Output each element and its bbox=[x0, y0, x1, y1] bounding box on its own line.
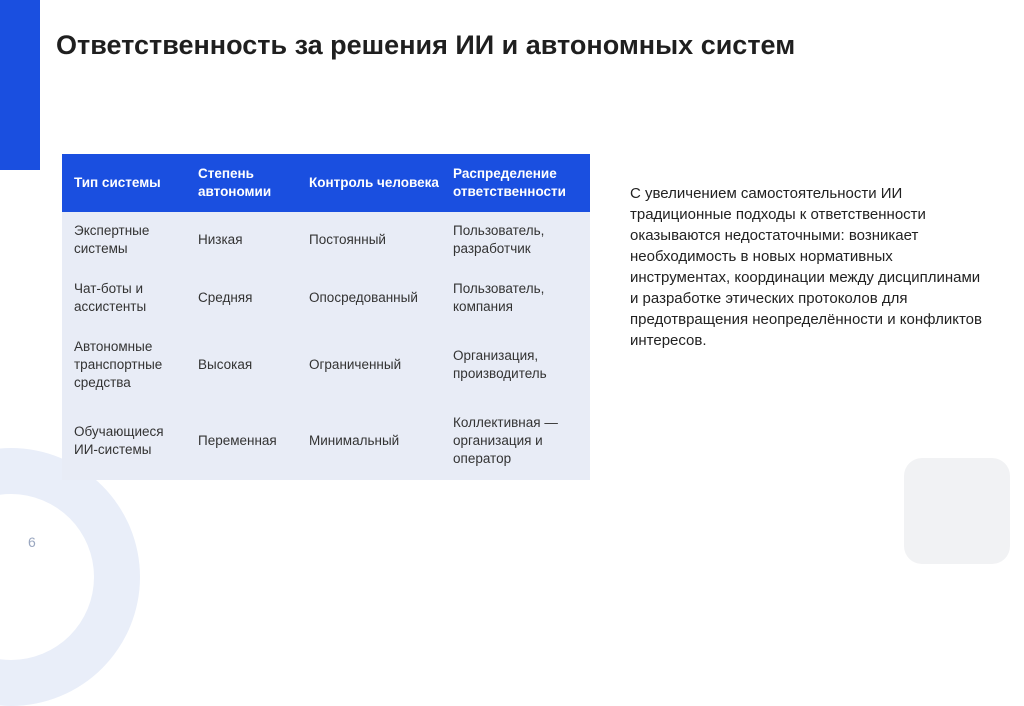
table-row bbox=[62, 268, 590, 328]
table-row bbox=[62, 402, 590, 480]
slide-title: Ответственность за решения ИИ и автономных систем bbox=[56, 30, 796, 60]
cell-responsibility: Коллективная — организация и оператор bbox=[453, 415, 558, 466]
header-responsibility: Распределение ответственности bbox=[441, 154, 590, 212]
cell-autonomy-level: Переменная bbox=[198, 433, 277, 448]
cell-autonomy-level: Низкая bbox=[198, 232, 243, 247]
header-system-type: Тип системы bbox=[62, 154, 186, 212]
table-header-row bbox=[62, 154, 590, 212]
cell-autonomy-level: Высокая bbox=[198, 357, 253, 372]
cell-system-type: Экспертные системы bbox=[74, 223, 150, 256]
responsibility-table bbox=[62, 154, 590, 480]
cell-responsibility: Пользователь, компания bbox=[453, 281, 545, 314]
responsibility-table-container bbox=[62, 154, 590, 480]
header-human-control: Контроль человека bbox=[297, 154, 441, 212]
decorative-circle-inner bbox=[0, 494, 94, 660]
cell-human-control: Опосредованный bbox=[309, 290, 418, 305]
table-row bbox=[62, 328, 590, 402]
cell-responsibility: Пользователь, разработчик bbox=[453, 223, 545, 256]
cell-human-control: Постоянный bbox=[309, 232, 386, 247]
side-paragraph: С увеличением самостоятельности ИИ традиционные подходы к ответственности оказываются недостаточными: возникает необходимость в новых нормативных инструментах, координации между дисциплинами и разработке этических протоколов для предотвращения неопределённости и конфликтов интересов. bbox=[630, 185, 982, 349]
cell-human-control: Ограниченный bbox=[309, 357, 402, 372]
page-number: 6 bbox=[28, 534, 36, 550]
cell-autonomy-level: Средняя bbox=[198, 290, 253, 305]
decorative-square bbox=[904, 458, 1010, 564]
cell-human-control: Минимальный bbox=[309, 433, 400, 448]
cell-system-type: Обучающиеся ИИ-системы bbox=[74, 424, 164, 457]
cell-responsibility: Организация, производитель bbox=[453, 348, 547, 381]
cell-system-type: Автономные транспортные средства bbox=[74, 339, 163, 390]
header-autonomy-level: Степень автономии bbox=[186, 154, 297, 212]
decorative-circle bbox=[0, 448, 140, 706]
table-row bbox=[62, 212, 590, 268]
accent-bar bbox=[0, 0, 40, 170]
cell-system-type: Чат-боты и ассистенты bbox=[74, 281, 147, 314]
